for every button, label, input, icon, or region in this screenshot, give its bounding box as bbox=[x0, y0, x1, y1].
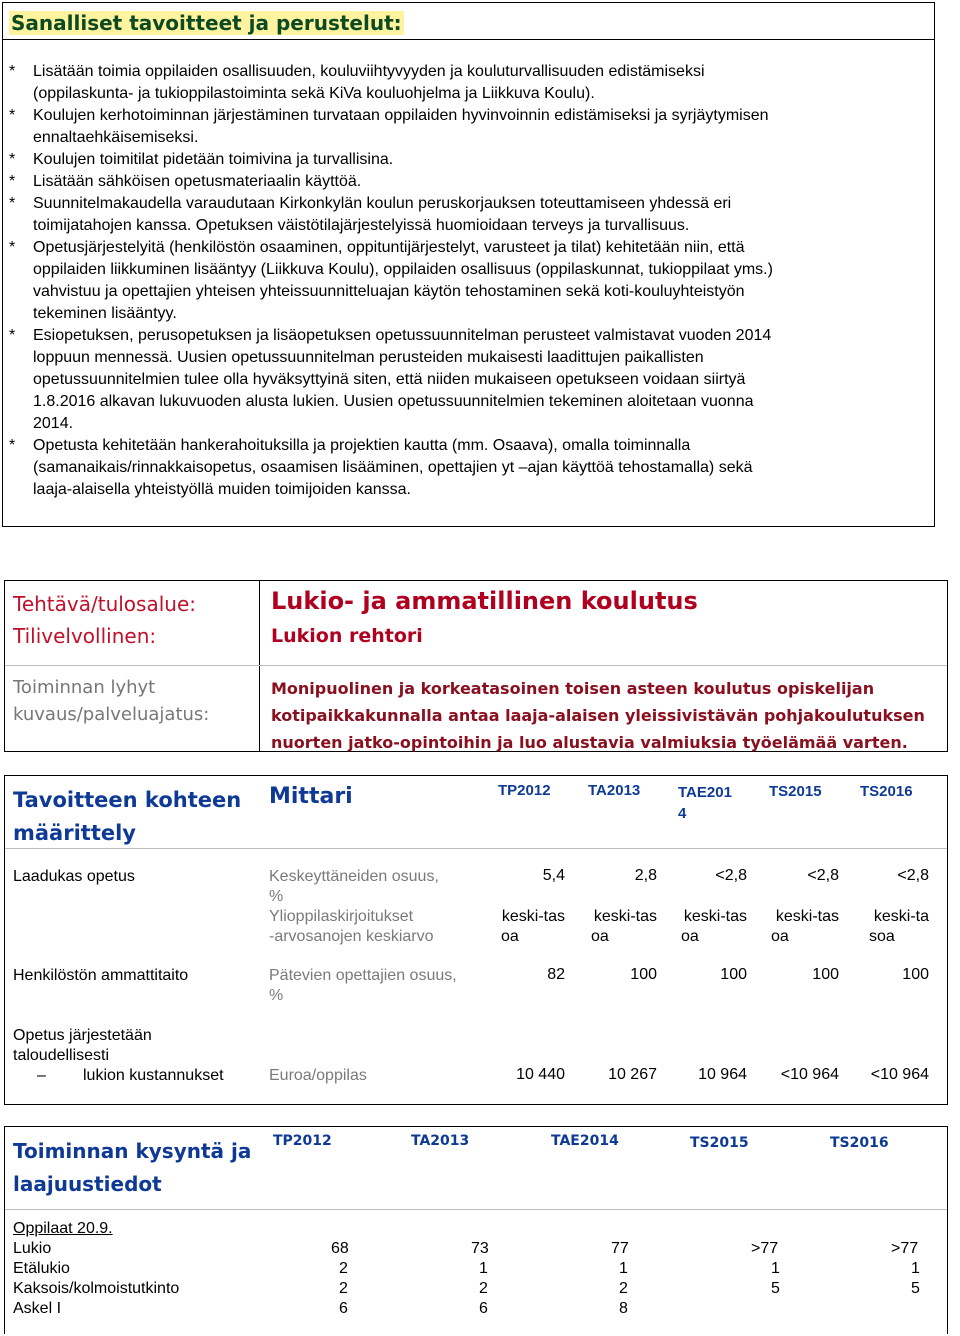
demand-col-ts2016: TS2016 bbox=[830, 1135, 889, 1151]
metric-line: Keskeyttäneiden osuus, bbox=[269, 868, 439, 885]
bullet-line: Suunnitelmakaudella varaudutaan Kirkonkylän koulun peruskorjauksen toteuttamiseen yhdessä eri bbox=[33, 195, 732, 212]
bullet-marker: * bbox=[9, 151, 16, 168]
demand-value-cell: 1 bbox=[479, 1260, 488, 1277]
value-cell: keski-tas bbox=[775, 908, 839, 925]
bullet-item bbox=[33, 105, 923, 149]
value-cell: 100 bbox=[902, 966, 929, 983]
bullet-line: ennaltaehkäisemiseksi. bbox=[33, 129, 199, 146]
task-table bbox=[4, 580, 948, 752]
bullet-item bbox=[33, 149, 923, 171]
bullet-line: Opetusjärjestelyitä (henkilöstön osaaminen, oppituntijärjestelyt, varusteet ja tilat) kehitetään niin, että bbox=[33, 239, 745, 256]
demand-value-cell bbox=[891, 1299, 943, 1319]
bullet-line: toimijatahojen kanssa. Opetuksen väistötilajärjestelyissä huomioidaan terveys ja turvallisuus. bbox=[33, 217, 690, 234]
demand-value-cell: 2 bbox=[339, 1280, 348, 1297]
demand-value-cell bbox=[751, 1299, 803, 1319]
description-label-line: Toiminnan lyhyt bbox=[13, 677, 156, 698]
demand-value-cell: 1 bbox=[771, 1260, 780, 1277]
bullet-line: Koulujen kerhotoiminnan järjestäminen turvataan oppilaiden hyvinvoinnin edistämiseksi ja syrjäytymisen bbox=[33, 107, 769, 124]
bullet-line: 1.8.2016 alkavan lukuvuoden alusta lukien. Uusien opetussuunnitelmien tekeminen aloitetaan vuonna bbox=[33, 393, 754, 410]
demand-value-cell: 6 bbox=[339, 1300, 348, 1317]
demand-value-cell: 5 bbox=[771, 1280, 780, 1297]
metric-line: Pätevien opettajien osuus, bbox=[269, 967, 457, 984]
demand-value-cell: 2 bbox=[479, 1280, 488, 1297]
bullet-line: tekeminen lisääntyy. bbox=[33, 305, 177, 322]
demand-row-label: Lukio bbox=[13, 1240, 52, 1257]
demand-col-tp2012: TP2012 bbox=[273, 1133, 332, 1149]
value-cell: 5,4 bbox=[542, 867, 565, 884]
value-cell: 100 bbox=[720, 966, 747, 983]
bullet-item bbox=[33, 435, 923, 501]
bullet-marker: * bbox=[9, 327, 16, 344]
goal-target-line: taloudellisesti bbox=[13, 1047, 110, 1064]
demand-value-cell: 5 bbox=[911, 1280, 920, 1297]
bullet-item bbox=[33, 61, 923, 105]
task-area-label: Tehtävä/tulosalue: bbox=[13, 592, 196, 616]
value-cell: 2,8 bbox=[634, 867, 657, 884]
goal-target-header-line: Tavoitteen kohteen bbox=[13, 788, 242, 812]
col-ts2015: TS2015 bbox=[769, 783, 822, 800]
demand-value-cell: 1 bbox=[619, 1260, 628, 1277]
bullet-line: loppuun mennessä. Uusien opetussuunnitelman perusteiden mukaisesti laadittujen paikallisten bbox=[33, 349, 704, 366]
value-cell: keski-ta bbox=[873, 908, 929, 925]
value-cell: <2,8 bbox=[715, 867, 747, 884]
value-cell: <2,8 bbox=[807, 867, 839, 884]
section-title-bar bbox=[3, 3, 934, 40]
task-area-value: Lukio- ja ammatillinen koulutus bbox=[271, 587, 698, 615]
value-cell: keski-tas bbox=[683, 908, 747, 925]
value-cell: oa bbox=[591, 928, 609, 945]
bullet-line: Koulujen toimitilat pidetään toimivina ja turvallisina. bbox=[33, 151, 394, 168]
goals-table bbox=[4, 775, 948, 1105]
demand-header-line: laajuustiedot bbox=[13, 1172, 162, 1196]
bullet-line: Lisätään toimia oppilaiden osallisuuden, kouluviihtyvyyden ja kouluturvallisuuden edistämiseksi bbox=[33, 63, 705, 80]
bullet-line: opetussuunnitelmien tulee olla hyväksyttyinä siten, että niiden mukaiseen opetukseen voidaan siirtyä bbox=[33, 371, 746, 388]
goal-target-line: Opetus järjestetään bbox=[13, 1027, 152, 1044]
demand-row-label: Askel I bbox=[13, 1300, 62, 1317]
bullet-line: Esiopetuksen, perusopetuksen ja lisäopetuksen opetussuunnitelman perusteet valmistavat vuoden 2014 bbox=[33, 327, 772, 344]
bullet-line: (samanaikais/rinnakkaisopetus, osaamisen lisääminen, opettajien yt –ajan käyttöä tehostamalla) sekä bbox=[33, 459, 753, 476]
bullet-marker: * bbox=[9, 107, 16, 124]
dash-marker: – bbox=[37, 1067, 46, 1084]
demand-value-cell: 73 bbox=[471, 1240, 489, 1257]
col-tp2012: TP2012 bbox=[498, 782, 551, 799]
bullet-line: Opetusta kehitetään hankerahoituksilla ja projektien kautta (mm. Osaava), omalla toiminnalla bbox=[33, 437, 691, 454]
demand-value-cell: 2 bbox=[619, 1280, 628, 1297]
demand-value-cell: 77 bbox=[611, 1240, 629, 1257]
col-tae2014-line: TAE201 bbox=[678, 784, 732, 801]
value-cell: <10 964 bbox=[780, 1066, 839, 1083]
demand-col-ta2013: TA2013 bbox=[411, 1133, 470, 1149]
description-value-line: nuorten jatko-opintoihin ja luo alustavia valmiuksia työelämää varten. bbox=[271, 733, 908, 752]
bullet-marker: * bbox=[9, 239, 16, 256]
col-ta2013: TA2013 bbox=[588, 782, 641, 799]
value-cell: oa bbox=[681, 928, 699, 945]
bullet-item bbox=[33, 193, 923, 237]
bullet-line: Lisätään sähköisen opetusmateriaalin käyttöä. bbox=[33, 173, 362, 190]
col-tae2014-line: 4 bbox=[678, 805, 687, 822]
value-cell: <10 964 bbox=[870, 1066, 929, 1083]
demand-row-label: Etälukio bbox=[13, 1260, 70, 1277]
demand-col-tae2014: TAE2014 bbox=[551, 1133, 619, 1149]
metric-line: -arvosanojen keskiarvo bbox=[269, 928, 434, 945]
bullet-line: (oppilaskunta- ja tukioppilastoiminta sekä KiVa kouluohjelma ja Liikkuva Koulu). bbox=[33, 85, 595, 102]
value-cell: oa bbox=[771, 928, 789, 945]
metric-line: % bbox=[269, 987, 284, 1004]
demand-group-label: Oppilaat 20.9. bbox=[13, 1220, 113, 1237]
demand-value-cell: >77 bbox=[891, 1240, 919, 1257]
metric-line: % bbox=[269, 888, 284, 905]
value-cell: soa bbox=[869, 928, 895, 945]
demand-row-label: Kaksois/kolmoistutkinto bbox=[13, 1280, 180, 1297]
description-value-line: kotipaikkakunnalla antaa laaja-alaisen yleissivistävän pohjakoulutuksen bbox=[271, 706, 925, 725]
demand-value-cell: >77 bbox=[751, 1240, 779, 1257]
description-label-line: kuvaus/palveluajatus: bbox=[13, 704, 210, 725]
metric-header: Mittari bbox=[269, 784, 353, 809]
value-cell: keski-tas bbox=[501, 908, 565, 925]
demand-col-ts2015: TS2015 bbox=[690, 1135, 749, 1151]
value-cell: 10 267 bbox=[608, 1066, 657, 1083]
metric-line: Ylioppilaskirjoitukset bbox=[269, 908, 414, 925]
value-cell: <2,8 bbox=[897, 867, 929, 884]
section-title: Sanalliset tavoitteet ja perustelut: bbox=[11, 11, 402, 35]
description-value-line: Monipuolinen ja korkeatasoinen toisen asteen koulutus opiskelijan bbox=[271, 679, 875, 698]
demand-value-cell: 8 bbox=[619, 1300, 628, 1317]
bullet-line: 2014. bbox=[33, 415, 74, 432]
bullet-line: oppilaiden liikkuminen lisääntyy (Liikkuva Koulu), oppilaiden osallisuus (oppilaskunnat, tukioppilaat yms.) bbox=[33, 261, 773, 278]
goal-sub-target: lukion kustannukset bbox=[83, 1067, 224, 1084]
demand-value-cell: 2 bbox=[339, 1260, 348, 1277]
goal-target-header-line: määrittely bbox=[13, 821, 136, 845]
value-cell: 100 bbox=[630, 966, 657, 983]
bullet-line: laaja-alaisella yhteistyöllä muiden toimijoiden kanssa. bbox=[33, 481, 411, 498]
demand-value-cell: 6 bbox=[479, 1300, 488, 1317]
demand-header-line: Toiminnan kysyntä ja bbox=[13, 1139, 252, 1163]
bullet-marker: * bbox=[9, 173, 16, 190]
bullet-marker: * bbox=[9, 437, 16, 454]
bullet-item bbox=[33, 325, 923, 435]
col-ts2016: TS2016 bbox=[860, 783, 913, 800]
goal-target: Henkilöstön ammattitaito bbox=[13, 967, 189, 984]
value-cell: 10 440 bbox=[516, 1066, 565, 1083]
value-cell: 10 964 bbox=[698, 1066, 747, 1083]
metric: Euroa/oppilas bbox=[269, 1067, 367, 1084]
bullet-marker: * bbox=[9, 63, 16, 80]
value-cell: keski-tas bbox=[593, 908, 657, 925]
bullet-marker: * bbox=[9, 195, 16, 212]
accountable-value: Lukion rehtori bbox=[271, 625, 423, 647]
demand-table bbox=[4, 1126, 948, 1334]
value-cell: oa bbox=[501, 928, 519, 945]
demand-value-cell: 1 bbox=[911, 1260, 920, 1277]
accountable-label: Tilivelvollinen: bbox=[13, 624, 157, 648]
bullet-item bbox=[33, 171, 923, 193]
goals-text-box bbox=[2, 2, 935, 527]
goal-target: Laadukas opetus bbox=[13, 868, 135, 885]
bullet-item bbox=[33, 237, 923, 325]
value-cell: 100 bbox=[812, 966, 839, 983]
value-cell: 82 bbox=[547, 966, 565, 983]
bullet-line: vahvistuu ja opettajien yhteisen yhteissuunnitteluajan käytön tehostaminen sekä koti-kouluyhteistyön bbox=[33, 283, 745, 300]
demand-value-cell: 68 bbox=[331, 1240, 349, 1257]
